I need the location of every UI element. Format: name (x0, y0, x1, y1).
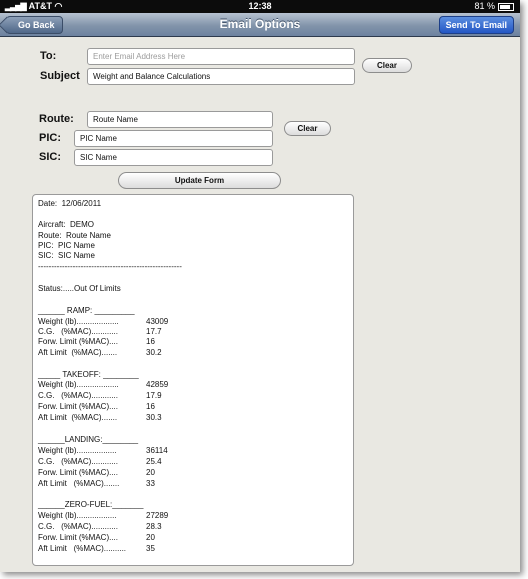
clock: 12:38 (248, 1, 272, 11)
to-label: To: (40, 50, 57, 62)
row-value: 36114 (146, 446, 168, 455)
status-bar (0, 0, 520, 13)
row-label: C.G. (%MAC)............ (38, 391, 119, 400)
row-label: Forw. Limit (%MAC).... (38, 337, 119, 346)
report-route: Route: Route Name (38, 231, 111, 240)
wifi-icon: ◠ (54, 1, 63, 11)
go-back-button[interactable] (6, 16, 63, 34)
row-value: 17.7 (146, 327, 162, 336)
row-label: Weight (lb)................... (38, 380, 119, 389)
row-value: 17.9 (146, 391, 162, 400)
section-header: _____ TAKEOFF: ________ (38, 370, 139, 379)
pic-input[interactable]: PIC Name (74, 130, 273, 147)
signal-icon: ▂▃▅▇ (5, 2, 26, 11)
row-label: Forw. Limit (%MAC).... (38, 468, 119, 477)
battery-icon (498, 3, 514, 11)
row-value: 27289 (146, 511, 169, 520)
clear-email-button[interactable]: Clear (362, 58, 412, 73)
route-label: Route: (39, 113, 74, 125)
row-label: Aft Limit (%MAC)....... (38, 348, 118, 357)
row-label: Weight (lb)................... (38, 317, 119, 326)
sic-input[interactable]: SIC Name (74, 149, 273, 166)
report-preview[interactable] (32, 194, 354, 566)
row-value: 20 (146, 468, 155, 477)
row-label: Weight (lb).................. (38, 446, 117, 455)
row-value: 20 (146, 533, 155, 542)
row-value: 16 (146, 337, 155, 346)
report-date: Date: 12/06/2011 (38, 199, 102, 208)
section-header: ______LANDING:________ (38, 435, 139, 444)
subject-label: Subject (40, 70, 80, 82)
report-aircraft: Aircraft: DEMO (38, 220, 95, 229)
row-label: Aft Limit (%MAC)....... (38, 479, 120, 488)
row-label: Aft Limit (%MAC)....... (38, 413, 118, 422)
sic-label: SIC: (39, 151, 61, 163)
report-status: Status:.....Out Of Limits (38, 284, 121, 293)
battery-status (474, 0, 514, 13)
row-label: Weight (lb).................. (38, 511, 117, 520)
row-value: 30.2 (146, 348, 162, 357)
battery-percent: 81 % (474, 1, 495, 11)
row-label: Forw. Limit (%MAC).... (38, 533, 119, 542)
to-email-input[interactable]: Enter Email Address Here (87, 48, 355, 65)
carrier-label: AT&T (28, 1, 52, 11)
row-value: 28.3 (146, 522, 162, 531)
row-label: Aft Limit (%MAC).......... (38, 544, 127, 553)
route-input[interactable]: Route Name (87, 111, 273, 128)
row-value: 25.4 (146, 457, 162, 466)
navigation-bar (0, 13, 520, 37)
row-value: 35 (146, 544, 155, 553)
update-form-button[interactable]: Update Form (118, 172, 281, 189)
pic-label: PIC: (39, 132, 61, 144)
row-value: 43009 (146, 317, 169, 326)
row-label: Forw. Limit (%MAC).... (38, 402, 119, 411)
row-value: 33 (146, 479, 155, 488)
section-header: ______ RAMP: _________ (38, 306, 135, 315)
row-label: C.G. (%MAC)............ (38, 457, 119, 466)
page-title: Email Options (219, 17, 301, 31)
report-sic: SIC: SIC Name (38, 251, 95, 260)
row-value: 16 (146, 402, 155, 411)
report-pic: PIC: PIC Name (38, 241, 95, 250)
clear-names-button[interactable]: Clear (284, 121, 331, 136)
row-label: C.G. (%MAC)............ (38, 522, 119, 531)
report-divider: ------------------------------------------------------ (38, 262, 182, 271)
subject-input[interactable]: Weight and Balance Calculations (87, 68, 355, 85)
row-value: 42859 (146, 380, 169, 389)
send-to-email-button[interactable]: Send To Email (439, 16, 514, 34)
section-header: ______ZERO-FUEL:_______ (38, 500, 144, 509)
row-value: 30.3 (146, 413, 162, 422)
row-label: C.G. (%MAC)............ (38, 327, 119, 336)
go-back-label: Go Back (18, 20, 55, 30)
